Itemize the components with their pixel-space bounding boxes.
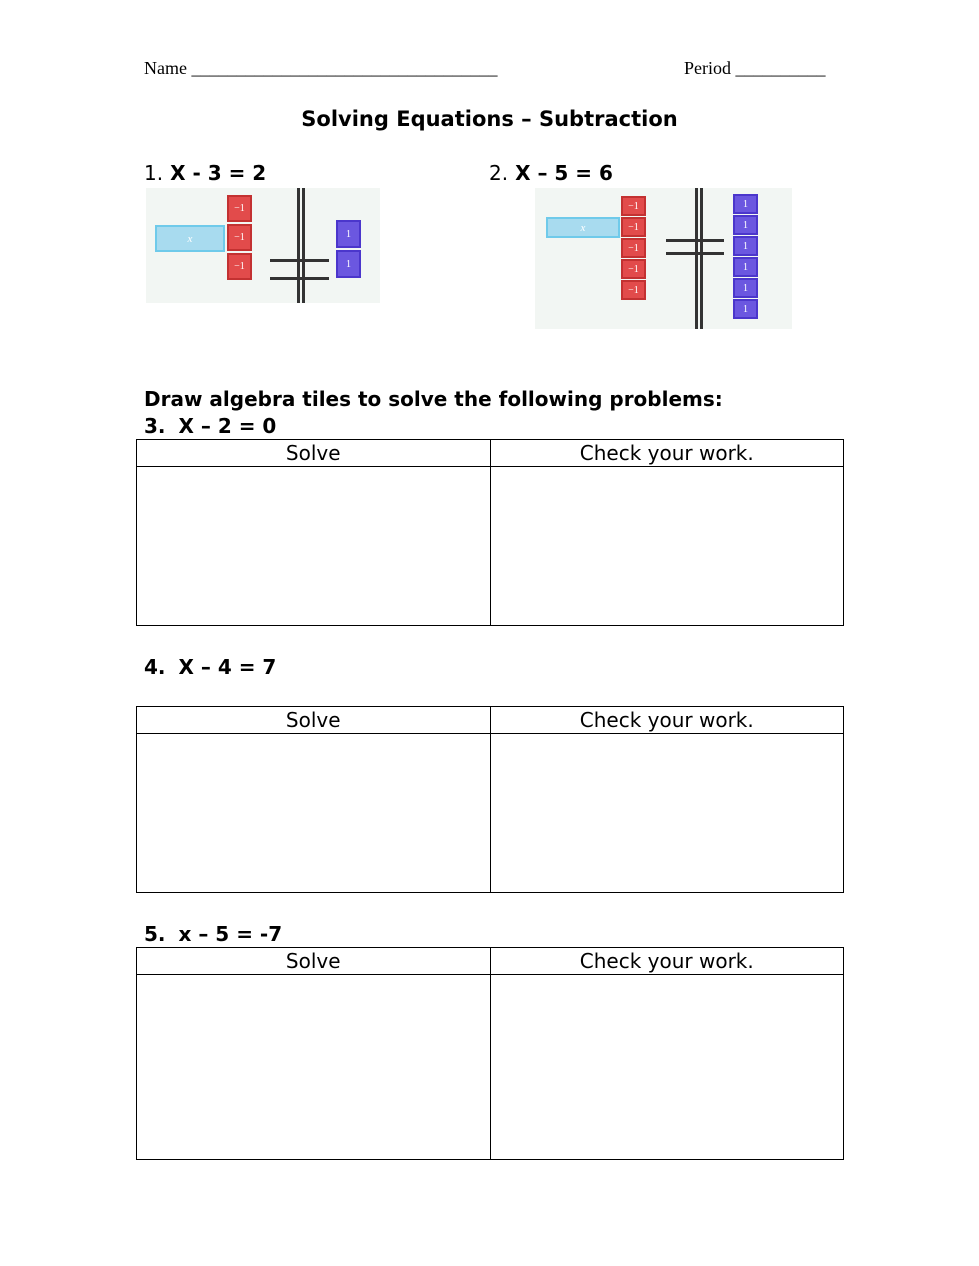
pos-one-tile: 1	[733, 194, 758, 214]
work-table-problem-4	[136, 706, 844, 893]
name-line: __________________________________	[191, 58, 498, 78]
check-header: Check your work.	[490, 948, 844, 975]
neg-one-tile: −1	[621, 259, 646, 279]
problem-5-heading	[144, 922, 282, 946]
example-1-heading	[144, 161, 266, 185]
divider-line	[302, 188, 305, 303]
divider-line	[695, 188, 698, 329]
check-header: Check your work.	[490, 440, 844, 467]
equals-sign-bar	[666, 252, 724, 255]
solve-cell[interactable]	[137, 975, 491, 1160]
pos-one-tile: 1	[733, 215, 758, 235]
period-field[interactable]	[684, 58, 826, 79]
pos-one-tile: 1	[733, 299, 758, 319]
pos-one-tile: 1	[336, 220, 361, 248]
solve-cell[interactable]	[137, 467, 491, 626]
equals-sign-bar	[666, 239, 724, 242]
problem-equation: X – 2 = 0	[178, 414, 277, 438]
name-field[interactable]	[144, 58, 497, 79]
page-title: Solving Equations – Subtraction	[301, 107, 678, 131]
problem-number: 4.	[144, 655, 166, 679]
positive-tiles	[733, 194, 758, 319]
example-number: 1.	[144, 161, 164, 185]
problem-equation: X – 4 = 7	[178, 655, 277, 679]
solve-header: Solve	[137, 707, 491, 734]
x-tile: x	[155, 225, 225, 252]
solve-cell[interactable]	[137, 734, 491, 893]
solve-header: Solve	[137, 948, 491, 975]
negative-tiles	[227, 195, 252, 280]
pos-one-tile: 1	[733, 257, 758, 277]
neg-one-tile: −1	[227, 195, 252, 222]
algebra-tiles-example-1	[146, 188, 380, 303]
name-label: Name	[144, 58, 187, 78]
neg-one-tile: −1	[227, 224, 252, 251]
problem-3-heading	[144, 414, 276, 438]
instructions: Draw algebra tiles to solve the following problems:	[144, 387, 723, 411]
work-table-problem-5	[136, 947, 844, 1160]
divider-line	[700, 188, 703, 329]
pos-one-tile: 1	[733, 236, 758, 256]
problem-equation: x – 5 = -7	[178, 922, 283, 946]
period-label: Period	[684, 58, 731, 78]
neg-one-tile: −1	[227, 253, 252, 280]
neg-one-tile: −1	[621, 196, 646, 216]
problem-4-heading	[144, 655, 276, 679]
neg-one-tile: −1	[621, 280, 646, 300]
algebra-tiles-example-2	[535, 188, 792, 329]
x-tile: x	[546, 217, 620, 238]
pos-one-tile: 1	[733, 278, 758, 298]
example-number: 2.	[489, 161, 509, 185]
divider-line	[297, 188, 300, 303]
problem-number: 3.	[144, 414, 166, 438]
check-cell[interactable]	[490, 734, 844, 893]
problem-number: 5.	[144, 922, 166, 946]
example-equation: X - 3 = 2	[170, 161, 267, 185]
period-line: __________	[735, 58, 826, 78]
check-cell[interactable]	[490, 975, 844, 1160]
neg-one-tile: −1	[621, 238, 646, 258]
example-2-heading	[489, 161, 613, 185]
check-header: Check your work.	[490, 707, 844, 734]
neg-one-tile: −1	[621, 217, 646, 237]
equals-sign-bar	[270, 277, 329, 280]
equals-sign-bar	[270, 259, 329, 262]
negative-tiles	[621, 196, 646, 300]
positive-tiles	[336, 220, 361, 278]
check-cell[interactable]	[490, 467, 844, 626]
example-equation: X – 5 = 6	[515, 161, 613, 185]
pos-one-tile: 1	[336, 250, 361, 278]
solve-header: Solve	[137, 440, 491, 467]
work-table-problem-3	[136, 439, 844, 626]
